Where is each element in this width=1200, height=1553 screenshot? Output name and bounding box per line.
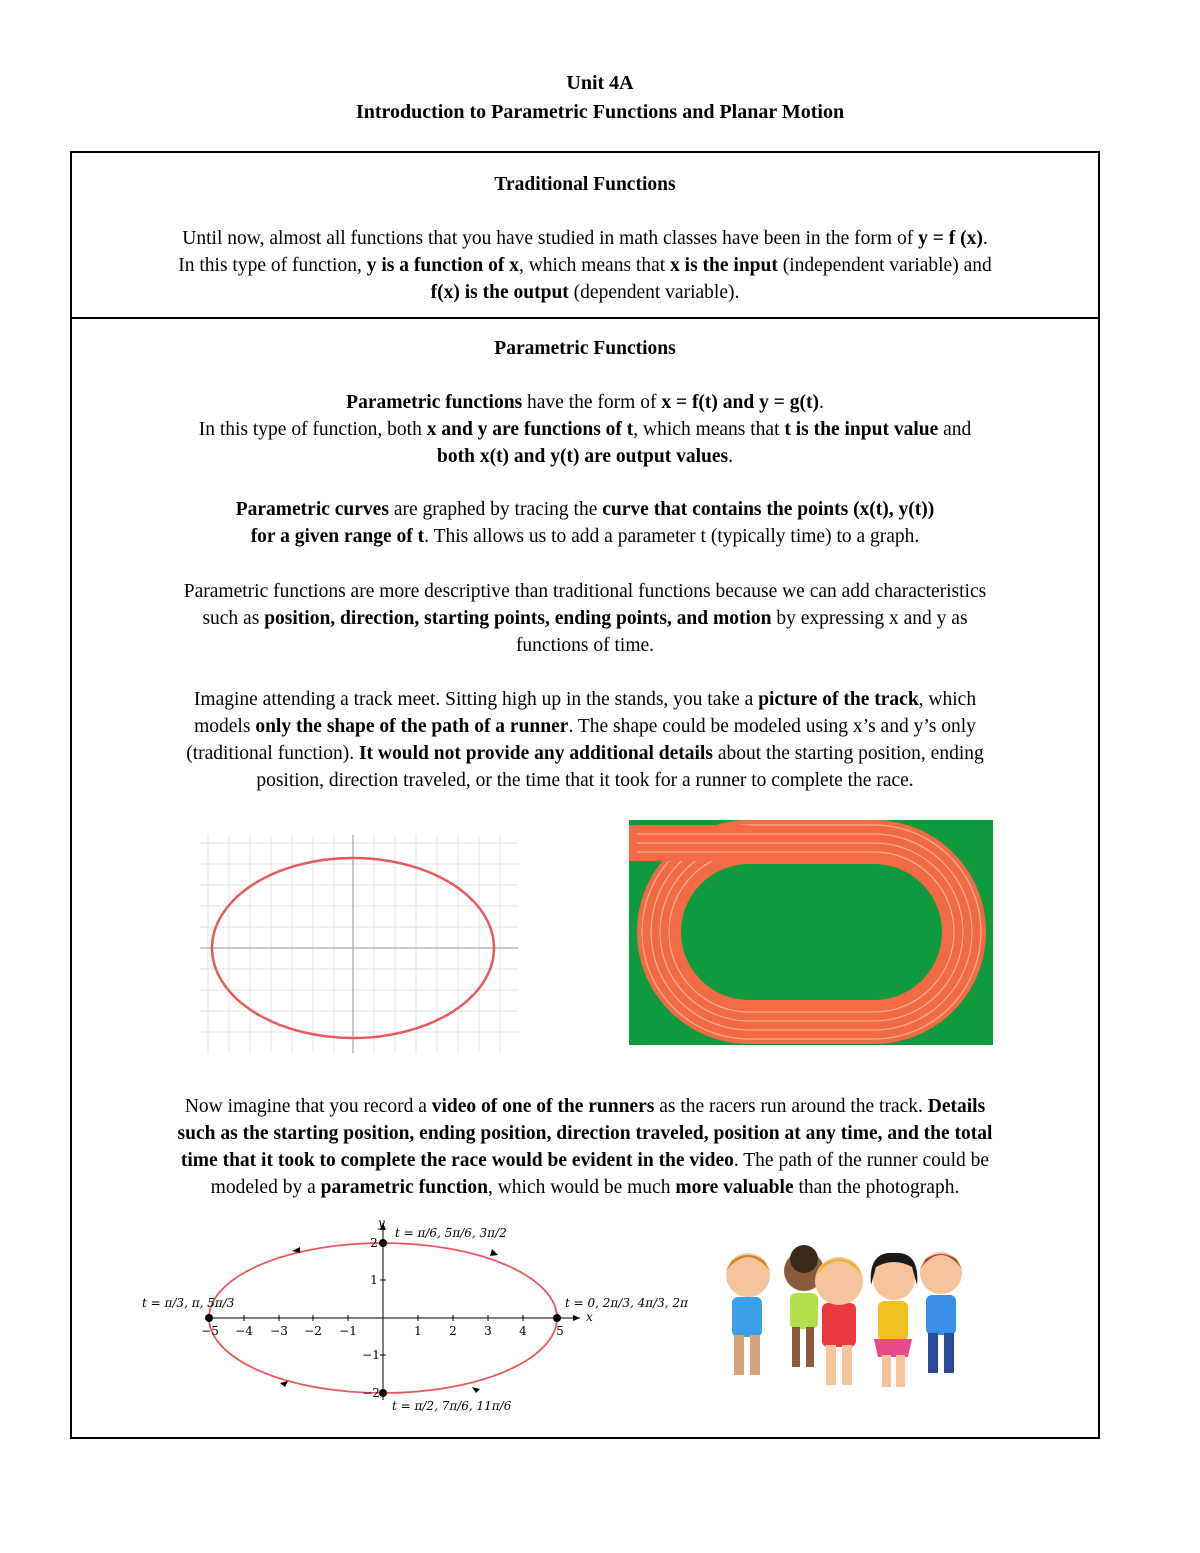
x-tick: −1 — [339, 1324, 357, 1338]
top-point-label: t = π/6, 5π/6, 3π/2 — [395, 1226, 507, 1240]
video-line-1: Now imagine that you record a video of one of the runners as the racers run around the track. Details — [184, 1096, 986, 1117]
y-tick: 1 — [370, 1273, 378, 1287]
x-tick: 5 — [556, 1324, 564, 1338]
traditional-line-1: Until now, almost all functions that you have studied in math classes have been in the form of y = f (x). — [182, 228, 988, 249]
x-tick: −4 — [235, 1324, 253, 1338]
left-point-label: t = π/3, π, 5π/3 — [142, 1296, 235, 1310]
traditional-heading: Traditional Functions — [494, 174, 676, 195]
y-tick: −1 — [362, 1348, 380, 1362]
parametric-ellipse-graph — [140, 1215, 688, 1415]
x-tick: 3 — [484, 1324, 492, 1338]
y-tick: 2 — [370, 1236, 378, 1250]
parametric-def-line-3: both x(t) and y(t) are output values. — [437, 446, 733, 467]
page-title: Introduction to Parametric Functions and Planar Motion — [355, 101, 845, 123]
x-tick: 2 — [449, 1324, 457, 1338]
curves-line-2: for a given range of t. This allows us to add a parameter t (typically time) to a graph. — [250, 526, 920, 547]
x-tick: −2 — [304, 1324, 322, 1338]
track-meet-line-2: models only the shape of the path of a runner. The shape could be modeled using x’s and y’s only — [194, 716, 976, 737]
parametric-def-line-1: Parametric functions have the form of x = f(t) and y = g(t). — [346, 392, 824, 413]
running-track-image — [629, 820, 993, 1045]
descriptive-line-1: Parametric functions are more descriptive than traditional functions because we can add characteristics — [183, 581, 987, 602]
video-line-3: time that it took to complete the race would be evident in the video. The path of the runner could be — [180, 1150, 990, 1171]
curves-line-1: Parametric curves are graphed by tracing the curve that contains the points (x(t), y(t)) — [235, 499, 935, 520]
traditional-line-3: f(x) is the output (dependent variable). — [430, 282, 740, 303]
x-axis-label: x — [586, 1310, 593, 1324]
parametric-heading: Parametric Functions — [494, 338, 676, 359]
track-meet-line-1: Imagine attending a track meet. Sitting high up in the stands, you take a picture of the track, which — [193, 689, 977, 710]
y-axis-label: y — [378, 1216, 385, 1230]
x-tick: 4 — [519, 1324, 527, 1338]
right-point-label: t = 0, 2π/3, 4π/3, 2π — [565, 1296, 688, 1310]
track-meet-line-4: position, direction traveled, or the time that it took for a runner to complete the race. — [256, 770, 914, 791]
track-meet-line-3: (traditional function). It would not provide any additional details about the starting position, ending — [186, 743, 984, 764]
video-line-2: such as the starting position, ending position, direction traveled, position at any time, and the total — [177, 1123, 993, 1144]
x-tick: 1 — [414, 1324, 422, 1338]
x-tick: −5 — [201, 1324, 219, 1338]
running-children-illustration — [718, 1245, 992, 1395]
unit-label: Unit 4A — [566, 72, 634, 94]
video-line-4: modeled by a parametric function, which would be much more valuable than the photograph. — [210, 1177, 960, 1198]
descriptive-line-2: such as position, direction, starting points, ending points, and motion by expressing x and y as — [202, 608, 968, 629]
y-tick: −2 — [362, 1386, 380, 1400]
parametric-def-line-2: In this type of function, both x and y are functions of t, which means that t is the input value and — [198, 419, 972, 440]
ellipse-grid-graph — [200, 835, 518, 1053]
descriptive-line-3: functions of time. — [515, 635, 655, 656]
x-tick: −3 — [270, 1324, 288, 1338]
bottom-point-label: t = π/2, 7π/6, 11π/6 — [392, 1399, 512, 1413]
traditional-line-2: In this type of function, y is a function of x, which means that x is the input (independent variable) and — [178, 255, 992, 276]
traditional-functions-section — [70, 151, 1100, 318]
